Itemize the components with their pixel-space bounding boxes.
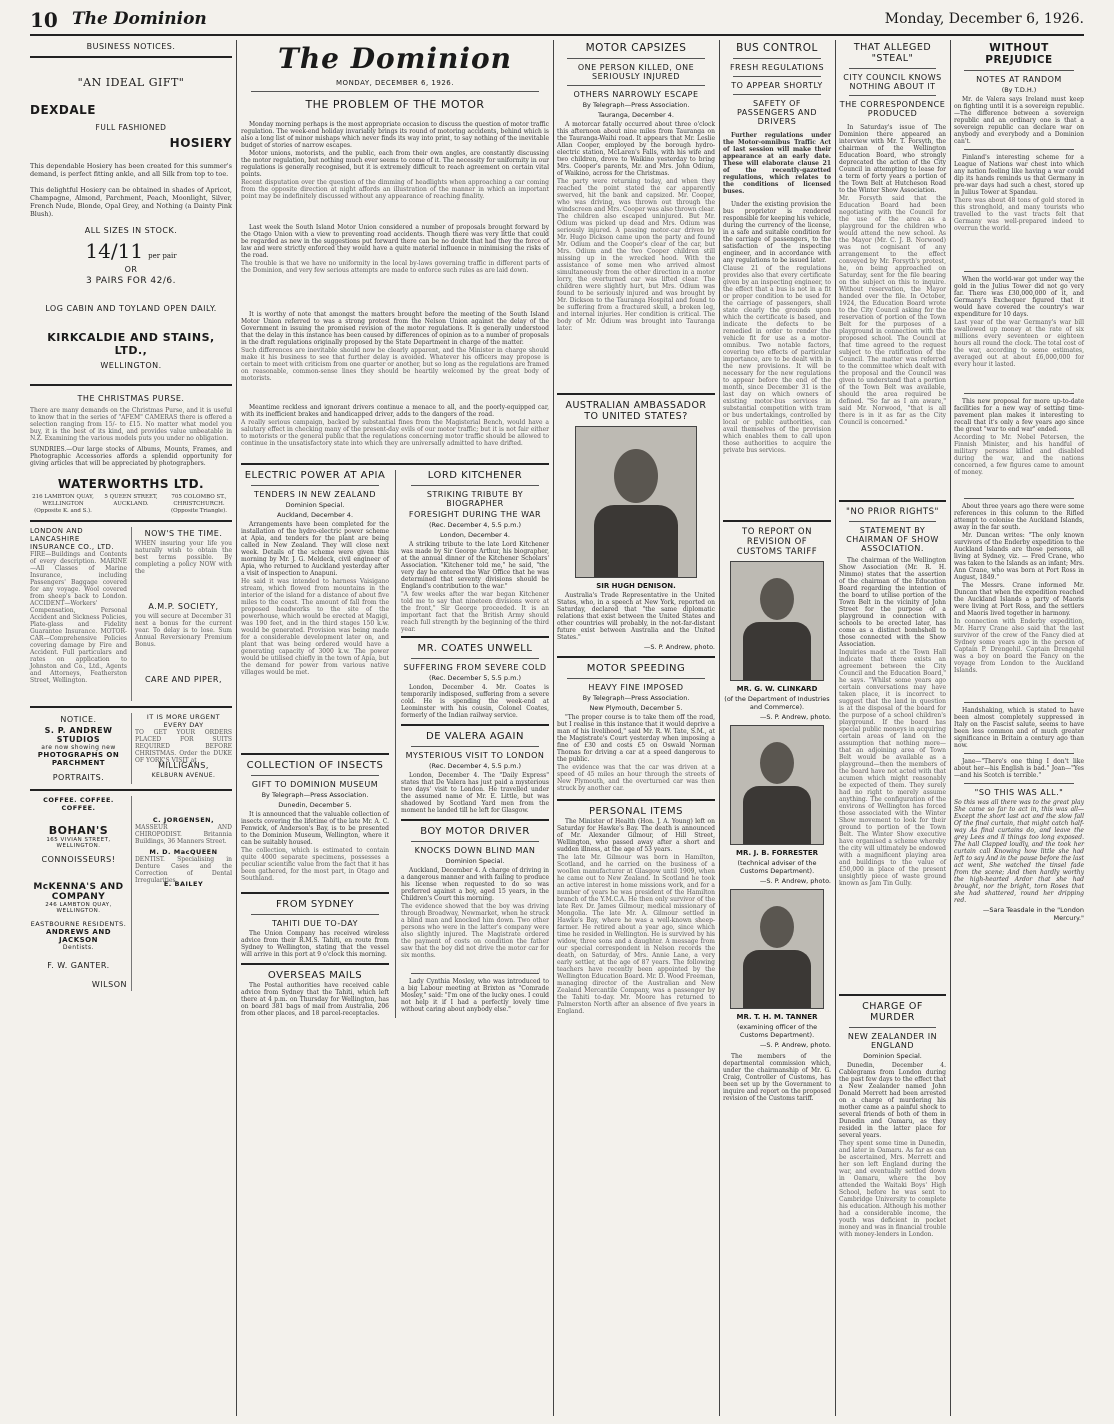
studio-name: S. P. ANDREW STUDIOS: [44, 726, 113, 744]
connoisseurs: CONNOISSEURS!: [41, 855, 116, 864]
poem-credit: —Sara Teasdale in the "London Mercury.": [982, 906, 1084, 922]
story-text: London, December 4. Mr. Coates is temporarily indisposed, suffering from a severe cold. He is spending the week-end at Leominster with his cousin, Colonel Coates, formerly of the Indian railway service.: [401, 684, 549, 719]
story-subhead: SAFETY OF PASSENGERS AND DRIVERS: [736, 99, 818, 126]
story-subhead: THE CORRESPONDENCE PRODUCED: [839, 100, 946, 118]
photo-credit: —S. P. Andrew, photo.: [759, 713, 831, 721]
story-headline: AUSTRALIAN AMBASSADOR TO UNITED STATES?: [565, 400, 707, 422]
address: 216 LAMBTON QUAY, WELLINGTON (Opposite K. and S.).: [32, 494, 94, 514]
story-headline: PERSONAL ITEMS: [589, 806, 683, 817]
ad-log-cabin: LOG CABIN AND TOYLAND OPEN DAILY.: [45, 304, 217, 313]
story-headline: THAT ALLEGED "STEAL": [853, 42, 932, 64]
story-headline: MOTOR CAPSIZES: [585, 42, 687, 54]
story-text: "The proper course is to take them off the road, but I realise in this instance that it would deprive a man of his livelihood," said Mr. R. W. Tate, S.M., at the Magistrate's Court yesterday when imposing a fine of £30 and costs £5 on Oswald Norman Thomas for driving a car at a speed dangerous to the public.: [557, 714, 715, 763]
story-headline: DE VALERA AGAIN: [426, 731, 524, 742]
story-text: In Saturday's issue of The Dominion there appeared an interview with Mr. T. Forsyth, the chairman of the Wellington Education Board, who strongly deprecated the action of the City Council in attempting to lease for a term of forty years a portion of the Town Belt at Hutcheson Road to the Winter Show Association.: [839, 124, 946, 194]
eastbourne: EASTBOURNE RESIDENTS.: [30, 920, 127, 928]
kelburn: KELBURN AVENUE.: [151, 772, 216, 779]
ad-sub: FULL FASHIONED: [95, 123, 167, 132]
portrait-photo: [730, 725, 824, 845]
story-text: Arrangements have been completed for the installation of the hydro-electric power scheme at Apia, and tenders for the plant are being called in New Zealand. They will close next week. Details of the scheme were given this morning by Mr. J. G. Meldeck, civil engineer of Apia, who returned to Auckland yesterday after a visit of inspection to Anapuni.: [241, 521, 389, 577]
column-rule: [236, 40, 237, 1416]
story-text: Australia's Trade Representative in the United States, who, in a speech at New York, reported on Saturday, declared that "the same diplomatic relations that exist between the United States and other countries will probably, in the not-far-distant future exist between Australia and the United States.": [557, 592, 715, 641]
bailey: E. BAILEY: [163, 880, 204, 888]
ad-city: WELLINGTON.: [100, 361, 162, 370]
received-time: (Rec. December 4, 5.5 p.m.): [428, 762, 522, 770]
note-paragraph: The Messrs. Crane informed Mr. Duncan that when the expedition reached the Auckland Islands a party of Maoris were living at Port Ross, and the settlers and Maoris lived together in harmony.: [954, 582, 1084, 617]
photo-subcaption: (of the Department of Industries and Commerce).: [724, 695, 830, 711]
story-subhead: STRIKING TRIBUTE BY BIOGRAPHER: [426, 490, 524, 508]
photo-caption: SIR HUGH DENISON.: [596, 582, 676, 590]
story-subhead: HEAVY FINE IMPOSED: [588, 683, 684, 692]
poem-text: So this was all there was to the great play She came so far to act in, this was all— Except the short last act and the slow fall Of the final curtain, that might catch half-way As final curtains do, and leave the grey Lees and ll things too long exposed. The hall Clapped loudly, and the took her curtain call Knowing how little she had left to say And in the pause before the last act went, She watched the tinsel fade from the scene; And then hardly worthy the high-hearted Ardor that she had brought, nor the bright, torn Roses that she had shattered, round her dripping red.: [954, 799, 1084, 904]
ad-or: OR: [124, 265, 138, 274]
photo-caption: MR. T. H. M. TANNER: [736, 1013, 818, 1021]
macqueen: M. D. MacQUEEN: [149, 848, 218, 856]
page-header: [30, 8, 1084, 36]
photo-credit: —S. P. Andrew, photo.: [759, 877, 831, 885]
note-paragraph: About three years ago there were some references in this column to the Rifled attempt to colonise the Auckland Islands, away in the far south.: [954, 503, 1084, 531]
leader-paragraph: Last week the South Island Motor Union considered a number of proposals brought forward by the Otago Union with a view to preventing road accidents. Though there was very little that could be regarded as new in the suggestions put forward there can be no doubt that had they the force of law and were strictly enforced they would have a quite material influence in minimising the risks of the road.: [241, 224, 549, 259]
notice-title: NOTICE.: [60, 715, 97, 724]
leader-title: THE PROBLEM OF THE MOTOR: [305, 98, 485, 111]
dentist-firm: ANDREWS AND JACKSON: [45, 928, 112, 944]
byline: Dominion Special.: [863, 1052, 922, 1060]
note-paragraph: Mr. Duncan writes: "The only known survivors of the Enderby expedition to the Auckland Islands are those persons, all living at Sydney, viz. — Fred Crane, who was taken to the Islands as an infant; Mrs. Ann Crane, who was born at Port Ross in August, 1849.": [954, 532, 1084, 581]
byline: Dominion Special.: [285, 501, 345, 509]
story-headline: TO REPORT ON REVISION OF CUSTOMS TARIFF: [736, 527, 818, 557]
dateline: London, December 4.: [440, 531, 510, 539]
byline: (By T.D.H.): [1001, 86, 1037, 94]
business-notices-column: BUSINESS NOTICES. "AN IDEAL GIFT" DEXDALE FULL FASHIONED HOSIERY This dependable Hosiery has been created for this summer's demand, is perfect fitting ankle, and all Silk from top to toe. This delightful Hosiery can be obtained in shades of Apricot, Champagne, Almond, Parchment, Peach, Moonlight, Silver, French Nude, Blonde, Opal Grey, and Nothing (a Dainty Pink Blush). ALL SIZES IN STOCK. 14/11 per pair OR 3 PAIRS FOR 42/6. LOG CABIN AND TOYLAND OPEN DAILY. KIRKCALDIE AND STAINS, LTD., WELLINGTON. THE CHRISTMAS PURSE. There are many demands on the Christmas Purse, and it is useful to know that in the series of "AFEM" CAMERAS there is offered a selection ranging from 15/- to £15. No matter what model you buy, it is the best of its kind, and provides value unbeatable in N.Z. Examining the various models puts you under no obligation. SUNDRIES.—Our large stocks of Albums, Mounts, Frames, and Photographic Accessories affords a splendid opportunity for giving articles that will be appreciated by photographers. WATERWORTHS LTD. 216 LAMBTON QUAY, WELLINGTON (Opposite K. and S.). 5 QUEEN STREET, AUCKLAND. 705 COLOMBO ST., CHRISTCHURCH. (Opposite Triangle). LONDON AND LANCASHIRE INSURANCE CO., LTD. FIRE—Buildings and Contents of every description. MARINE—All Classes of Marine Insurance, including Passengers' Baggage covered for any voyage. Wool covered from sheep's back to London. ACCIDENT—Workers' Compensation, Personal Accident and Sickness Policies, Plate-glass and Fidelity Guarantee Insurance. MOTOR-CAR—Comprehensive Policies covering damage by Fire and Accident. Full particulars and rates on application to Johnston and Co., Ltd., Agents and Attorneys, Featherston Street, Wellington. NOW'S THE TIME. WHEN insuring your life you naturally wish to obtain the best terms possible. By completing a policy NOW with the A.M.P. SOCIETY, you will secure at December 31 next a bonus for the current year. To delay is to lose. Sum Annual Reversionary Premium Bonus. CARE AND PIPER, NOTICE. S. P. ANDREW STUDIOS are now showing new PHOTOGRAPHS ON PARCHMENT PORTRAITS. IT IS MORE URGENT EVERY DAY TO GET YOUR ORDERS PLACED FOR SUITS REQUIRED BEFORE CHRISTMAS. Order the DUKE OF YORK'S VISIT at MILLIGANS, KELBURN AVENUE. COFFEE. COFFEE. COFFEE. BOHAN'S 165 VIVIAN STREET, WELLINGTON. CONNOISSEURS! McKENNA'S AND COMPANY 246 LAMBTON QUAY, WELLINGTON. EASTBOURNE RESIDENTS. ANDREWS AND JACKSON Dentists. F. W. GANTER. WILSON C. JORGENSEN, MASSEUR AND CHIROPODIST. Britannia Buildings, 36 Manners Street. M. D. MacQUEEN DENTIST. Specialising in Denture Cases and the Correction of Dental Irregularities. E. BAILEY: [30, 42, 232, 989]
mckenna: McKENNA'S AND COMPANY: [33, 882, 124, 902]
column-rule: [950, 40, 951, 1416]
purse-title: THE CHRISTMAS PURSE.: [77, 394, 185, 403]
photo-caption: MR. G. W. CLINKARD: [736, 685, 818, 693]
section-title: BUSINESS NOTICES.: [86, 42, 176, 51]
studio-sub: are now showing new: [41, 744, 116, 751]
publication-name: The Dominion: [72, 9, 207, 29]
milligans: MILLIGANS,: [158, 761, 209, 770]
received-time: (Rec. December 5, 5.5 p.m.): [428, 674, 522, 682]
byline: By Telegraph—Press Association.: [582, 694, 690, 702]
dateline: Tauranga, December 4.: [598, 111, 674, 119]
portrait-photo: [730, 889, 824, 1009]
ad-pairs: 3 PAIRS FOR 42/6.: [85, 276, 177, 286]
nameplate: The Dominion: [277, 42, 512, 75]
byline: By Telegraph—Press Association.: [261, 791, 369, 799]
story-subhead: OTHERS NARROWLY ESCAPE: [573, 90, 699, 99]
column-title: WITHOUT PREJUDICE: [985, 42, 1053, 66]
story-text: The chairman of the Wellington Show Association (Mr. R. H. Nimmo) states that the assertion of the chairman of the Education Board regarding the intention of the board to utilise portion of the Town Belt in the vicinity of John Street for the purpose of a playground in connection with schools to be erected later, has come as a distinct bombshell to those connected with the Show Association.: [839, 557, 946, 648]
story-headline: ELECTRIC POWER AT APIA: [244, 470, 386, 481]
column-rule: [835, 40, 836, 1416]
portraits: PORTRAITS.: [52, 773, 105, 782]
page-date: Monday, December 6, 1926.: [884, 11, 1084, 27]
byline: By Telegraph—Press Association.: [582, 101, 690, 109]
story-text: A motorcar fatally occurred about three o'clock this afternoon about nine miles from Tauranga on the Tauranga-Waihi road. It appears that Mr. Leslie Allan Cooper, employed by the borough hydro-electric station, McLaren's Falls, with his wife and two children, drove to Waikino yesterday to bring Mrs. Cooper's parents, Mr. and Mrs. John Odium, of Waikino, across for the Christmas.: [557, 121, 715, 177]
address: 705 COLOMBO ST., CHRISTCHURCH. (Opposite Triangle).: [170, 494, 228, 514]
ad-headline: "AN IDEAL GIFT": [77, 76, 185, 89]
story-subhead: SUFFERING FROM SEVERE COLD: [403, 663, 547, 672]
ad-text: This dependable Hosiery has been created for this summer's demand, is perfect fitting ankle, and all Silk from top to toe.: [30, 162, 232, 178]
ganter: F. W. GANTER.: [47, 961, 110, 970]
story-headline: BOY MOTOR DRIVER: [420, 826, 530, 837]
column-subtitle: NOTES AT RANDOM: [976, 75, 1062, 84]
purse-sundries: SUNDRIES.—Our large stocks of Albums, Mounts, Frames, and Photographic Accessories affords a splendid opportunity for giving articles that will be appreciated by photographers.: [30, 446, 232, 467]
page-number: 10: [30, 8, 58, 32]
bohans-address: 165 VIVIAN STREET, WELLINGTON.: [46, 837, 111, 849]
nows-the-time: NOW'S THE TIME.: [144, 529, 223, 538]
address: 5 QUEEN STREET, AUCKLAND.: [104, 494, 158, 507]
leader-paragraph: Motor unions, motorists, and the public, each from their own angles, are constantly discussing the motor regulation, but nothing much ever seems to come of it. The necessity for uniformity in our regulations is generally recognised, but it is extremely difficult to reach agreement on certain vital points.: [241, 150, 549, 178]
story-subhead: FORESIGHT DURING THE WAR: [408, 510, 542, 519]
dentists: Dentists.: [62, 944, 95, 951]
story-subhead: FRESH REGULATIONS: [729, 63, 825, 72]
note-paragraph: Jane—"There's one thing I don't like about her—his English is bad." Joan—"Yes—and his Scotch is terrible.": [954, 758, 1084, 779]
photo-credit: —S. P. Andrew, photo.: [759, 1041, 831, 1049]
portrait-photo: [575, 426, 697, 578]
story-subhead: MYSTERIOUS VISIT TO LONDON: [405, 751, 545, 760]
column-rule: [719, 40, 720, 1416]
story-headline: COLLECTION OF INSECTS: [246, 760, 384, 771]
story-summary: Further regulations under the Motor-omnibus Traffic Act of last session will make their appearance at an early date. These will elaborate clause 21 of the recently-gazetted regulations, which relates to the conditions of licensed buses.: [723, 132, 831, 195]
story-text: The Union Company has received wireless advice from their R.M.S. Tahiti, en route from Sydney to Wellington, stating that the vessel will arrive in this port at 9 o'clock this morning.: [241, 930, 389, 958]
story-subhead: TO APPEAR SHORTLY: [731, 81, 823, 90]
portrait-photo: [730, 561, 824, 681]
dateline: Dunedin, December 5.: [278, 801, 352, 809]
leader-paragraph: It is worthy of note that amongst the matters brought before the meeting of the South Island Motor Union referred to was a strong protest from the Nelson Union against the delay of the Government in issuing the promised revision of the motor regulations. It is generally understood that the delay in this instance has been caused by differences of opinion as to a number of proposals in the draft regulations originally proposed by the State Department in charge of the matter.: [241, 311, 549, 346]
story-text: The members of the departmental commission which, under the chairmanship of Mr. G. Craig, Controller of Customs, has been set up by the Government to inquire and report on the proposed revision of the Customs tariff.: [723, 1053, 831, 1102]
agents: CARE AND PIPER,: [144, 675, 223, 684]
urgent-ad: IT IS MORE URGENT EVERY DAY: [146, 713, 221, 729]
parchment: PHOTOGRAPHS ON PARCHMENT: [37, 751, 120, 767]
story-headline: "NO PRIOR RIGHTS": [846, 507, 939, 517]
waterworths: WATERWORTHS LTD.: [57, 477, 205, 491]
story-text: Lady Cynthia Mosley, who was introduced to a big Labour meeting at Brixton as "Comrade Mosley," said: "I'm one of the lucky ones. I could not help it if I had a perfectly lovely time without caring about anybody else.": [401, 978, 549, 1013]
ad-brand: DEXDALE: [30, 103, 97, 117]
story-text: A striking tribute to the late Lord Kitchener was made by Sir George Arthur, his biographer, at the annual dinner of the Kitchener Scholars' Association. "Kitchener told me," he said, "the very day he entered the War Office that he was determined that seventy divisions should be England's contribution to the war.": [401, 541, 549, 590]
dateline: New Plymouth, December 5.: [589, 704, 683, 712]
note-paragraph: Handshaking, which is stated to have been almost completely suppressed in Italy on the Fascist salute, seems to have been less common and of much greater significance in Britain a century ago than now.: [954, 707, 1084, 749]
story-subhead: CITY COUNCIL KNOWS NOTHING ABOUT IT: [843, 73, 942, 91]
issue-date: MONDAY, DECEMBER 6, 1926.: [336, 79, 454, 87]
story-subhead: STATEMENT BY CHAIRMAN OF SHOW ASSOCIATION.: [846, 526, 939, 553]
byline: Dominion Special.: [445, 857, 505, 865]
amp-society: A.M.P. SOCIETY,: [148, 602, 219, 611]
note-paragraph: Mr. de Valera says Ireland must keep on fighting until it is a sovereign republic.—The difference between a sovereign republic and an ordinary one is that a sovereign republic can declare war on anybody and everybody and a Dominion can't.: [954, 96, 1084, 145]
story-subhead: GIFT TO DOMINION MUSEUM: [251, 780, 379, 789]
story-text: Under the existing provision the bus proprietor is rendered responsible for keeping his vehicle, during the currency of the license, in a safe and suitable condition for the carriage of passengers, to the satisfaction of the inspecting engineer, and in accordance with any regulations to be issued later.: [723, 201, 831, 264]
story-text: It is announced that the valuable collection of insects covering the lifetime of the late Mr. A. C. Fenwick, of Anderson's Bay, is to be presented to the Dominion Museum, Wellington, where it can be suitably housed.: [241, 811, 389, 846]
photo-subcaption: (technical adviser of the Customs Department).: [737, 859, 817, 875]
story-subhead: ONE PERSON KILLED, ONE SERIOUSLY INJURED: [577, 63, 695, 81]
story-headline: MR. COATES UNWELL: [417, 643, 533, 654]
ad-firm: KIRKCALDIE AND STAINS, LTD.,: [47, 331, 215, 357]
note-paragraph: This new proposal for more up-to-date facilities for a new way of setting time-pavement plan makes it interesting to recall that it's only a few years ago since the great "war to end war" ended.: [954, 398, 1084, 433]
story-headline: BUS CONTROL: [736, 42, 818, 54]
ad-product: HOSIERY: [169, 136, 232, 150]
leader-paragraph: Meantime reckless and ignorant drivers continue a menace to all, and the poorly-equipped car, with its inefficient brakes and handicapped driver, adds to the dangers of the road.: [241, 404, 549, 418]
coffee-ad: COFFEE. COFFEE. COFFEE.: [43, 796, 114, 812]
story-text: The Postal authorities have received cable advice from Sydney that the Tahiti, which left there at 4 p.m. on Thursday for Wellington, has on board 381 bags of mail from Australia, 206 from other places, and 18 parcel-receptacles.: [241, 982, 389, 1017]
photo-credit: —S. P. Andrew, photo.: [643, 643, 715, 651]
story-subhead: NEW ZEALANDER IN ENGLAND: [847, 1032, 938, 1050]
news-column-5: THAT ALLEGED "STEAL" CITY COUNCIL KNOWS NOTHING ABOUT IT THE CORRESPONDENCE PRODUCED In Saturday's issue of The Dominion there appeared an interview with Mr. T. Forsyth, the chairman of the Wellington Education Board, who strongly deprecated the action of the City Council in attempting to lease for a term of forty years a portion of the Town Belt at Hutcheson Road to the Winter Show Association. Mr. Forsyth said that the Education Board had been negotiating with the Council for the use of the area as a playground for the children who would attend the new school. As the Mayor (Mr. C. J. B. Norwood) was not cognisant of any arrangement to the effect conveyed by Mr. Forsyth's protest, he, on being approached on Saturday, sent for the file bearing on the subject on this to inquire. Without reservation, the Mayor handed over the file. In October, 1924, the Education Board wrote to the City Council asking for the reservation of portion of the Town Belt for the purposes of a playground in connection with the proposed school. The Council at that time agreed to the request subject to the ratification of the Council. The matter was referred to the committee which dealt with the proposal and the Council was given to understand that a portion of the Town Belt was available, should the area required be defined. "So far as I am aware," said Mr. Norwood, "that is all there is in it as far as the City Council is concerned." "NO PRIOR RIGHTS" STATEMENT BY CHAIRMAN OF SHOW ASSOCIATION. The chairman of the Wellington Show Association (Mr. R. H. Nimmo) states that the assertion of the chairman of the Education Board regarding the intention of the board to utilise portion of the Town Belt in the vicinity of John Street for the purpose of a playground in connection with schools to be erected later, has come as a distinct bombshell to those connected with the Show Association. Inquiries made at the Town Hall indicate that there exists an agreement between the City Council and the Education Board," he says. "Whilst some years ago certain conversations may have taken place, it is incorrect to suggest that the land in question is at the disposal of the board for the purpose of a school children's playground. If the board has special public moneys in acquiring certain areas of land on the assumption that nothing more—that an adjoining area of Town Belt would be available as a playground—then the members of the board have not acted with that acumen which might reasonably be expected of them. They surely had no right to merely assume anything. The configuration of the environs of Wellington has forced those associated with the Winter Show movement to look for their ground to portion of the Town Belt. The Winter Show executive have organised a scheme whereby the city will ultimately be endowed with a magnificent playing area and buildings to the value of £50,000 in place of the present unsightly piece of waste ground known as Jam Tin Gully. CHARGE OF MURDER NEW ZEALANDER IN ENGLAND Dominion Special. Dunedin, December 4. Cablegrams from London during the past few days to the effect that a New Zealander named John Donald Merrett had been arrested on a charge of murdering his mother came as a painful shock to several friends of both of them in Dunedin and Oamaru, as they resided in the latter place for several years. They spent some time in Dunedin, and later in Oamaru. As far as can be ascertained, Mrs. Merrett and her son left England during the war, and eventually settled down in Oamaru, where the boy attended the Waitaki Boys' High School, before he was sent to Cambridge University to complete his education. Although his mother had a considerable income, the youth was deficient in pocket money and was in financial trouble with money-lenders in London.: [839, 42, 946, 1238]
news-column-3: MOTOR CAPSIZES ONE PERSON KILLED, ONE SERIOUSLY INJURED OTHERS NARROWLY ESCAPE By Telegraph—Press Association. Tauranga, December 4. A motorcar fatally occurred about three o'clock this afternoon about nine miles from Tauranga on the Tauranga-Waihi road. It appears that Mr. Leslie Allan Cooper, employed by the borough hydro-electric station, McLaren's Falls, with his wife and two children, drove to Waikino yesterday to bring Mrs. Cooper's parents, Mr. and Mrs. John Odium, of Waikino, across for the Christmas. The party were returning today, and when they reached the point stated the car apparently swerved, hit the bank and capsized. Mr. Cooper, who was driving, was thrown out through the windscreen and Mrs. Cooper was also thrown clear. The children also escaped uninjured. But Mr. Odium was picked up dead and Mrs. Odium was seriously injured. A passing motor-car driven by Mr. Hugo Dickson came upon the party and found Mr. Odium and the Cooper's clear of the car, but Mrs. Odium and the two Cooper children still missing up in the wrecked hood. With the assistance of some men who arrived almost simultaneously from the other direction in a motor lorry, the overturned car was lifted clear. The children were slightly hurt, but Mrs. Odium was found to be seriously injured and was brought by Mr. Dickson to the Tauranga Hospital and found to be suffering from a fractured skull, a broken leg, and internal injuries. Her condition is critical. The body of Mr. Odium was brought into Tauranga later. AUSTRALIAN AMBASSADOR TO UNITED STATES? SIR HUGH DENISON. Australia's Trade Representative in the United States, who, in a speech at New York, reported on Saturday, declared that "the same diplomatic relations that exist between the United States and other countries will probably, in the not-far-distant future exist between Australia and the United States." —S. P. Andrew, photo. MOTOR SPEEDING HEAVY FINE IMPOSED By Telegraph—Press Association. New Plymouth, December 5. "The proper course is to take them off the road, but I realise in this instance that it would deprive a man of his livelihood," said Mr. R. W. Tate, S.M., at the Magistrate's Court yesterday when imposing a fine of £30 and costs £5 on Oswald Norman Thomas for driving a car at a speed dangerous to the public. The evidence was that the car was driven at a speed of 45 miles an hour through the streets of New Plymouth, and the overturned car was then struck by another car. PERSONAL ITEMS The Minister of Health (Hon. J. A. Young) left on Saturday for Hawke's Bay. The death is announced of Mr. Alexander Gilmour, of Hill Street, Wellington, who passed away after a short and sudden illness, at the age of 53 years. The late Mr. Gilmour was born in Hamilton, Scotland, and he carried on the business of a woollen manufacturer at Glasgow until 1909, when he came out to New Zealand. In Scotland he took an active interest in home missions work, and for a number of years he was president of the Hamilton branch of the Y.M.C.A. He then only survivor of the late Rev. Dr. James Gilmour, medical missionary of Mongolia. The late Mr. A. Gilmour settled in Hawke's Bay, where he was a well-known sheep-farmer. He retired about a year ago, since which time he resided in Wellington. He is survived by his widow, three sons and a daughter. A message from our special correspondent in Nelson records the death, on Saturday, of Mrs. Annie Lane, a very early settler, at the age of 87 years. The following teachers have recently been appointed by the Wellington Education Board. Mr. D. Wood Freeman, managing director of the Australian and New Zealand Mercantile Company, was a passenger by the Tahiti to-day. Mr. Moore has returned to Palmerston North after an absence of five years in England.: [557, 42, 715, 1015]
insurance-co: LONDON AND LANCASHIRE INSURANCE CO., LTD.: [30, 527, 115, 551]
received-time: (Rec. December 4, 5.5 p.m.): [428, 521, 522, 529]
ad-text: This delightful Hosiery can be obtained in shades of Apricot, Champagne, Almond, Parchment, Peach, Moonlight, Silver, French Nude, Blonde, Opal Grey, and Nothing (a Dainty Pink Blush).: [30, 186, 232, 218]
story-headline: LORD KITCHENER: [427, 470, 523, 481]
story-text: Auckland, December 4. A charge of driving in a dangerous manner and with failing to produce his license when requested to do so was preferred against a boy, aged 15 years, in the Children's Court this morning.: [401, 867, 549, 902]
leader-column: The Dominion MONDAY, DECEMBER 6, 1926. THE PROBLEM OF THE MOTOR Monday morning perhaps is the most appropriate occasion to discuss the question of motor traffic regulation. The week-end holiday invariably brings its round of motoring accidents, behind which is also a long list of minor mishaps which never finds its way into print, to say nothing of the inevitable budget of stories of narrow escapes. Motor unions, motorists, and the public, each from their own angles, are constantly discussing the motor regulation, but nothing much ever seems to come of it. The necessity for uniformity in our regulations is generally recognised, but it is extremely difficult to reach agreement on certain vital points. Recent disputation over the question of the dimming of headlights when approaching a car coming from the opposite direction at night affords an illustration of the manner in which an important point may be indefinitely discussed without any appearance of reaching finality. Last week the South Island Motor Union considered a number of proposals brought forward by the Otago Union with a view to preventing road accidents. Though there was very little that could be regarded as new in the suggestions put forward there can be no doubt that had they the force of law and were strictly enforced they would have a quite material influence in minimising the risks of the road. The trouble is that we have no uniformity in the local by-laws governing traffic in different parts of the Dominion, and very few serious attempts are made to enforce such rules as are laid down. It is worthy of note that amongst the matters brought before the meeting of the South Island Motor Union referred to was a strong protest from the Nelson Union against the delay of the Government in issuing the promised revision of the motor regulations. It is generally understood that the delay in this instance has been caused by differences of opinion as to a number of proposals in the draft regulations originally proposed by the State Department in charge of the matter. Such differences are inevitable should now be clearly apparent, and the Minister in charge should make it his business to see that further delay is avoided. Whatever his officers may propose is certain to meet with criticism from one quarter or another, but so long as the regulations are framed on reasonable, common-sense lines they should be heartily welcomed by the great body of motorists. Meantime reckless and ignorant drivers continue a menace to all, and the poorly-equipped car, with its inefficient brakes and handicapped driver, adds to the dangers of the road. A really serious campaign, backed by substantial fines from the Magisterial Bench, would have a salutary effect in checking many of the present-day evils of our motor traffic; but it is not fair either to motorists or the general public that the regulations concerning motor traffic should be allowed to continue in the unsatisfactory state into which they are universally admitted to have drifted. ELECTRIC POWER AT APIA TENDERS IN NEW ZEALAND Dominion Special. Auckland, December 4. Arrangements have been completed for the installation of the hydro-electric power scheme at Apia, and tenders for the plant are being called in New Zealand. They will close next week. Details of the scheme were given this morning by Mr. J. G. Meldeck, civil engineer of Apia, who returned to Auckland yesterday after a visit of inspection to Anapuni. He said it was intended to harness Vaisigano stream, which flowed from mountains in the interior of the island for a distance of about five miles to the coast. The amount of fall from the proposed headworks to the site of the powerhouse, which would be erected at Magigi, was 190 feet, and in the third stages 150 k.w. would be generated. Provision was being made for a considerable development later on, and plant that was being ordered would have a generating capacity of 3000 k.w. The power would be utilised chiefly in the town of Apia, but the demand for power from various native villages would be met. COLLECTION OF INSECTS GIFT TO DOMINION MUSEUM By Telegraph—Press Association. Dunedin, December 5. It is announced that the valuable collection of insects covering the lifetime of the late Mr. A. C. Fenwick, of Anderson's Bay, is to be presented to the Dominion Museum, Wellington, where it can be suitably housed. The collection, which is estimated to contain quite 4000 separate specimens, possesses a peculiar scientific value from the fact that it has been gathered, for the most part, in Otago and Southland. FROM SYDNEY TAHITI DUE TO-DAY The Union Company has received wireless advice from their R.M.S. Tahiti, en route from Sydney to Wellington, stating that the vessel will arrive in this port at 9 o'clock this morning. OVERSEAS MAILS The Postal authorities have received cable advice from Sydney that the Tahiti, which left there at 4 p.m. on Thursday for Wellington, has on board 381 bags of mail from Australia, 206 from other places, and 18 parcel-receptacles. LORD KITCHENER STRIKING TRIBUTE BY BIOGRAPHER FORESIGHT DURING THE WAR (Rec. December 4, 5.5 p.m.) London, December 4. A striking tribute to the late Lord Kitchener was made by Sir George Arthur, his biographer, at the annual dinner of the Kitchener Scholars' Association. "Kitchener told me," he said, "the very day he entered the War Office that he was determined that seventy divisions should be England's contribution to the war." "A few weeks after the war began Kitchener told me to say that nineteen divisions were at the front," Sir George proceeded. It is an important fact that the British Army should reach full strength by the beginning of the third year. MR. COATES UNWELL SUFFERING FROM SEVERE COLD (Rec. December 5, 5.5 p.m.) London, December 4. Mr. Coates is temporarily indisposed, suffering from a severe cold. He is spending the week-end at Leominster with his cousin, Colonel Coates, formerly of the Indian railway service. DE VALERA AGAIN MYSTERIOUS VISIT TO LONDON (Rec. December 4, 5.5 p.m.) London, December 4. The "Daily Express" states that De Valera has just paid a mysterious two days' visit to London. He travelled under the assumed name of Mr. E. Little, but was shadowed by Scotland Yard men from the moment he landed till he left for Glasgow. BOY MOTOR DRIVER KNOCKS DOWN BLIND MAN Dominion Special. Auckland, December 4. A charge of driving in a dangerous manner and with failing to produce his license when requested to do so was preferred against a boy, aged 15 years, in the Children's Court this morning. The evidence showed that the boy was driving through Broadway, Newmarket, when he struck a blind man and knocked him down. Two other persons who were in the latter's company were also slightly injured. The Magistrate ordered the payment of costs on condition the father saw that the boy did not drive the motor car for six months. Lady Cynthia Mosley, who was introduced to a big Labour meeting at Brixton as "Comrade Mosley," said: "I'm one of the lucky ones. I could not help it if I had a perfectly lovely time without caring about anybody else.": [241, 42, 549, 1017]
dateline: Auckland, December 4.: [276, 511, 354, 519]
jorgensen: C. JORGENSEN,: [152, 816, 215, 824]
ad-price-unit: per pair: [148, 252, 177, 260]
bohans: BOHAN'S: [48, 824, 109, 837]
wilson: WILSON: [91, 980, 127, 989]
story-text: The Minister of Health (Hon. J. A. Young) left on Saturday for Hawke's Bay. The death is announced of Mr. Alexander Gilmour, of Hill Street, Wellington, who passed away after a short and sudden illness, at the age of 53 years.: [557, 818, 715, 853]
story-headline: FROM SYDNEY: [276, 899, 354, 910]
note-paragraph: When the world-war got under way the gold in the Julius Tower did not go very far. There was £30,000,000 of it, and Germany's Exchequer figured that it would have covered the country's war expenditure for 10 days.: [954, 276, 1084, 318]
story-subhead: KNOCKS DOWN BLIND MAN: [414, 846, 536, 855]
story-text: London, December 4. The "Daily Express" states that De Valera has just paid a mysterious two days' visit to London. He travelled under the assumed name of Mr. E. Little, but was shadowed by Scotland Yard men from the moment he landed till he left for Glasgow.: [401, 772, 549, 814]
ad-sizes: ALL SIZES IN STOCK.: [84, 226, 178, 235]
poem-title: "SO THIS WAS ALL.": [974, 788, 1064, 797]
note-paragraph: Finland's interesting scheme for a League of Nations war chest into which any nation feeling like having a war could dip its hands reminds us that Germany in pre-war days had such a chest, stored up in Julius Tower at Spandau.: [954, 154, 1084, 196]
story-headline: MOTOR SPEEDING: [586, 663, 686, 674]
notes-column: WITHOUT PREJUDICE NOTES AT RANDOM (By T.D.H.) Mr. de Valera says Ireland must keep on fighting until it is a sovereign republic.—The difference between a sovereign republic and an ordinary one is that a sovereign republic can declare war on anybody and everybody and a Dominion can't. Finland's interesting scheme for a League of Nations war chest into which any nation feeling like having a war could dip its hands reminds us that Germany in pre-war days had such a chest, stored up in Julius Tower at Spandau. There was about 48 tons of gold stored in this stronghold, and many tourists who travelled to the vast tracts felt that Germany was well-prepared indeed to overrun the world. When the world-war got under way the gold in the Julius Tower did not go very far. There was £30,000,000 of it, and Germany's Exchequer figured that it would have covered the country's war expenditure for 10 days. Last year of the war Germany's war bill swallowed up money at the rate of six millions every seventeen or eighteen hours all round the clock. The total cost of the war, according to some estimates, averaged out at about £6,000,000 for every hour it lasted. This new proposal for more up-to-date facilities for a new way of setting time-pavement plan makes it interesting to recall that it's only a few years ago since the great "war to end war" ended. According to Mr. Nobel Petersen, the Finnish Minister, and his handful of military persons killed and disabled during the war, and the nations concerned, a few figures came to amount of money. About three years ago there were some references in this column to the Rifled attempt to colonise the Auckland Islands, away in the far south. Mr. Duncan writes: "The only known survivors of the Enderby expedition to the Auckland Islands are those persons, all living at Sydney, viz. — Fred Crane, who was taken to the Islands as an infant; Mrs. Ann Crane, who was born at Port Ross in August, 1849." The Messrs. Crane informed Mr. Duncan that when the expedition reached the Auckland Islands a party of Maoris were living at Port Ross, and the settlers and Maoris lived together in harmony. In connection with Enderby expedition, Mr. Harry Crane also said that the last survivor of the crew of the Fancy died at Sydney some years ago in the person of Captain P. Drengehil. Captain Drengehil was a boy on board the Fancy on the voyage from London to the Auckland Islands. Handshaking, which is stated to have been almost completely suppressed in Italy on the Fascist salute, seems to have been less common and of much greater significance in Britain a century ago than now. Jane—"There's one thing I don't like about her—his English is bad." Joan—"Yes—and his Scotch is terrible." "SO THIS WAS ALL." So this was all there was to the great play She came so far to act in, this was all— Except the short last act and the slow fall Of the final curtain, that might catch half-way As final curtains do, and leave the grey Lees and ll things too long exposed. The hall Clapped loudly, and the took her curtain call Knowing how little she had left to say And in the pause before the last act went, She watched the tinsel fade from the scene; And then hardly worthy the high-hearted Ardor that she had brought, nor the bright, torn Roses that she had shattered, round her dripping red. —Sara Teasdale in the "London Mercury.": [954, 42, 1084, 922]
story-subhead: TENDERS IN NEW ZEALAND: [254, 490, 376, 499]
ad-price: 14/11: [85, 239, 144, 263]
mckenna-address: 246 LAMBTON QUAY, WELLINGTON.: [45, 902, 112, 914]
news-column-4: BUS CONTROL FRESH REGULATIONS TO APPEAR SHORTLY SAFETY OF PASSENGERS AND DRIVERS Further regulations under the Motor-omnibus Traffic Act of last session will make their appearance at an early date. These will elaborate clause 21 of the recently-gazetted regulations, which relates to the conditions of licensed buses. Under the existing provision the bus proprietor is rendered responsible for keeping his vehicle, during the currency of the license, in a safe and suitable condition for the carriage of passengers, to the satisfaction of the inspecting engineer, and in accordance with any regulations to be issued later. Clause 21 of the regulations provides also that every certificate given by an inspecting engineer, to the effect that a bus is not in a fit or proper condition to be used for the carriage of passengers, shall state clearly the grounds upon which the certificate is based, and indicate the defects to be remedied in order to render the vehicle fit for use as a motor-omnibus. Two notable factors, covering two effects of particular importance, are to be dealt with in the new provisions. It will be necessary for the new regulations to appear before the end of the month, since December 31 is the last day on which owners of existing motor-bus services in substantial competition with tram or bus undertakings, controlled by local or public authorities, can avail themselves of the provision which enables them to call upon those authorities to acquire the private bus services. TO REPORT ON REVISION OF CUSTOMS TARIFF MR. G. W. CLINKARD (of the Department of Industries and Commerce). —S. P. Andrew, photo. MR. J. B. FORRESTER (technical adviser of the Customs Department). —S. P. Andrew, photo. MR. T. H. M. TANNER (examining officer of the Customs Department). —S. P. Andrew, photo. The members of the departmental commission which, under the chairmanship of Mr. G. Craig, Controller of Customs, has been set up by the Government to inquire and report on the proposed revision of the Customs tariff.: [723, 42, 831, 1102]
photo-subcaption: (examining officer of the Customs Department).: [736, 1023, 818, 1039]
story-headline: OVERSEAS MAILS: [267, 970, 363, 981]
story-subhead: TAHITI DUE TO-DAY: [271, 919, 359, 928]
column-rule: [553, 40, 554, 1416]
story-text: Dunedin, December 4. Cablegrams from London during the past few days to the effect that a New Zealander named John Donald Merrett had been arrested on a charge of murdering his mother came as a painful shock to several friends of both of them in Dunedin and Oamaru, as they resided in the latter place for several years.: [839, 1062, 946, 1139]
photo-caption: MR. J. B. FORRESTER: [736, 849, 818, 857]
leader-paragraph: Monday morning perhaps is the most appropriate occasion to discuss the question of motor traffic regulation. The week-end holiday invariably brings its round of motoring accidents, behind which is also a long list of minor mishaps which never finds its way into print, to say nothing of the inevitable budget of stories of narrow escapes.: [241, 121, 549, 149]
story-headline: CHARGE OF MURDER: [862, 1001, 923, 1023]
